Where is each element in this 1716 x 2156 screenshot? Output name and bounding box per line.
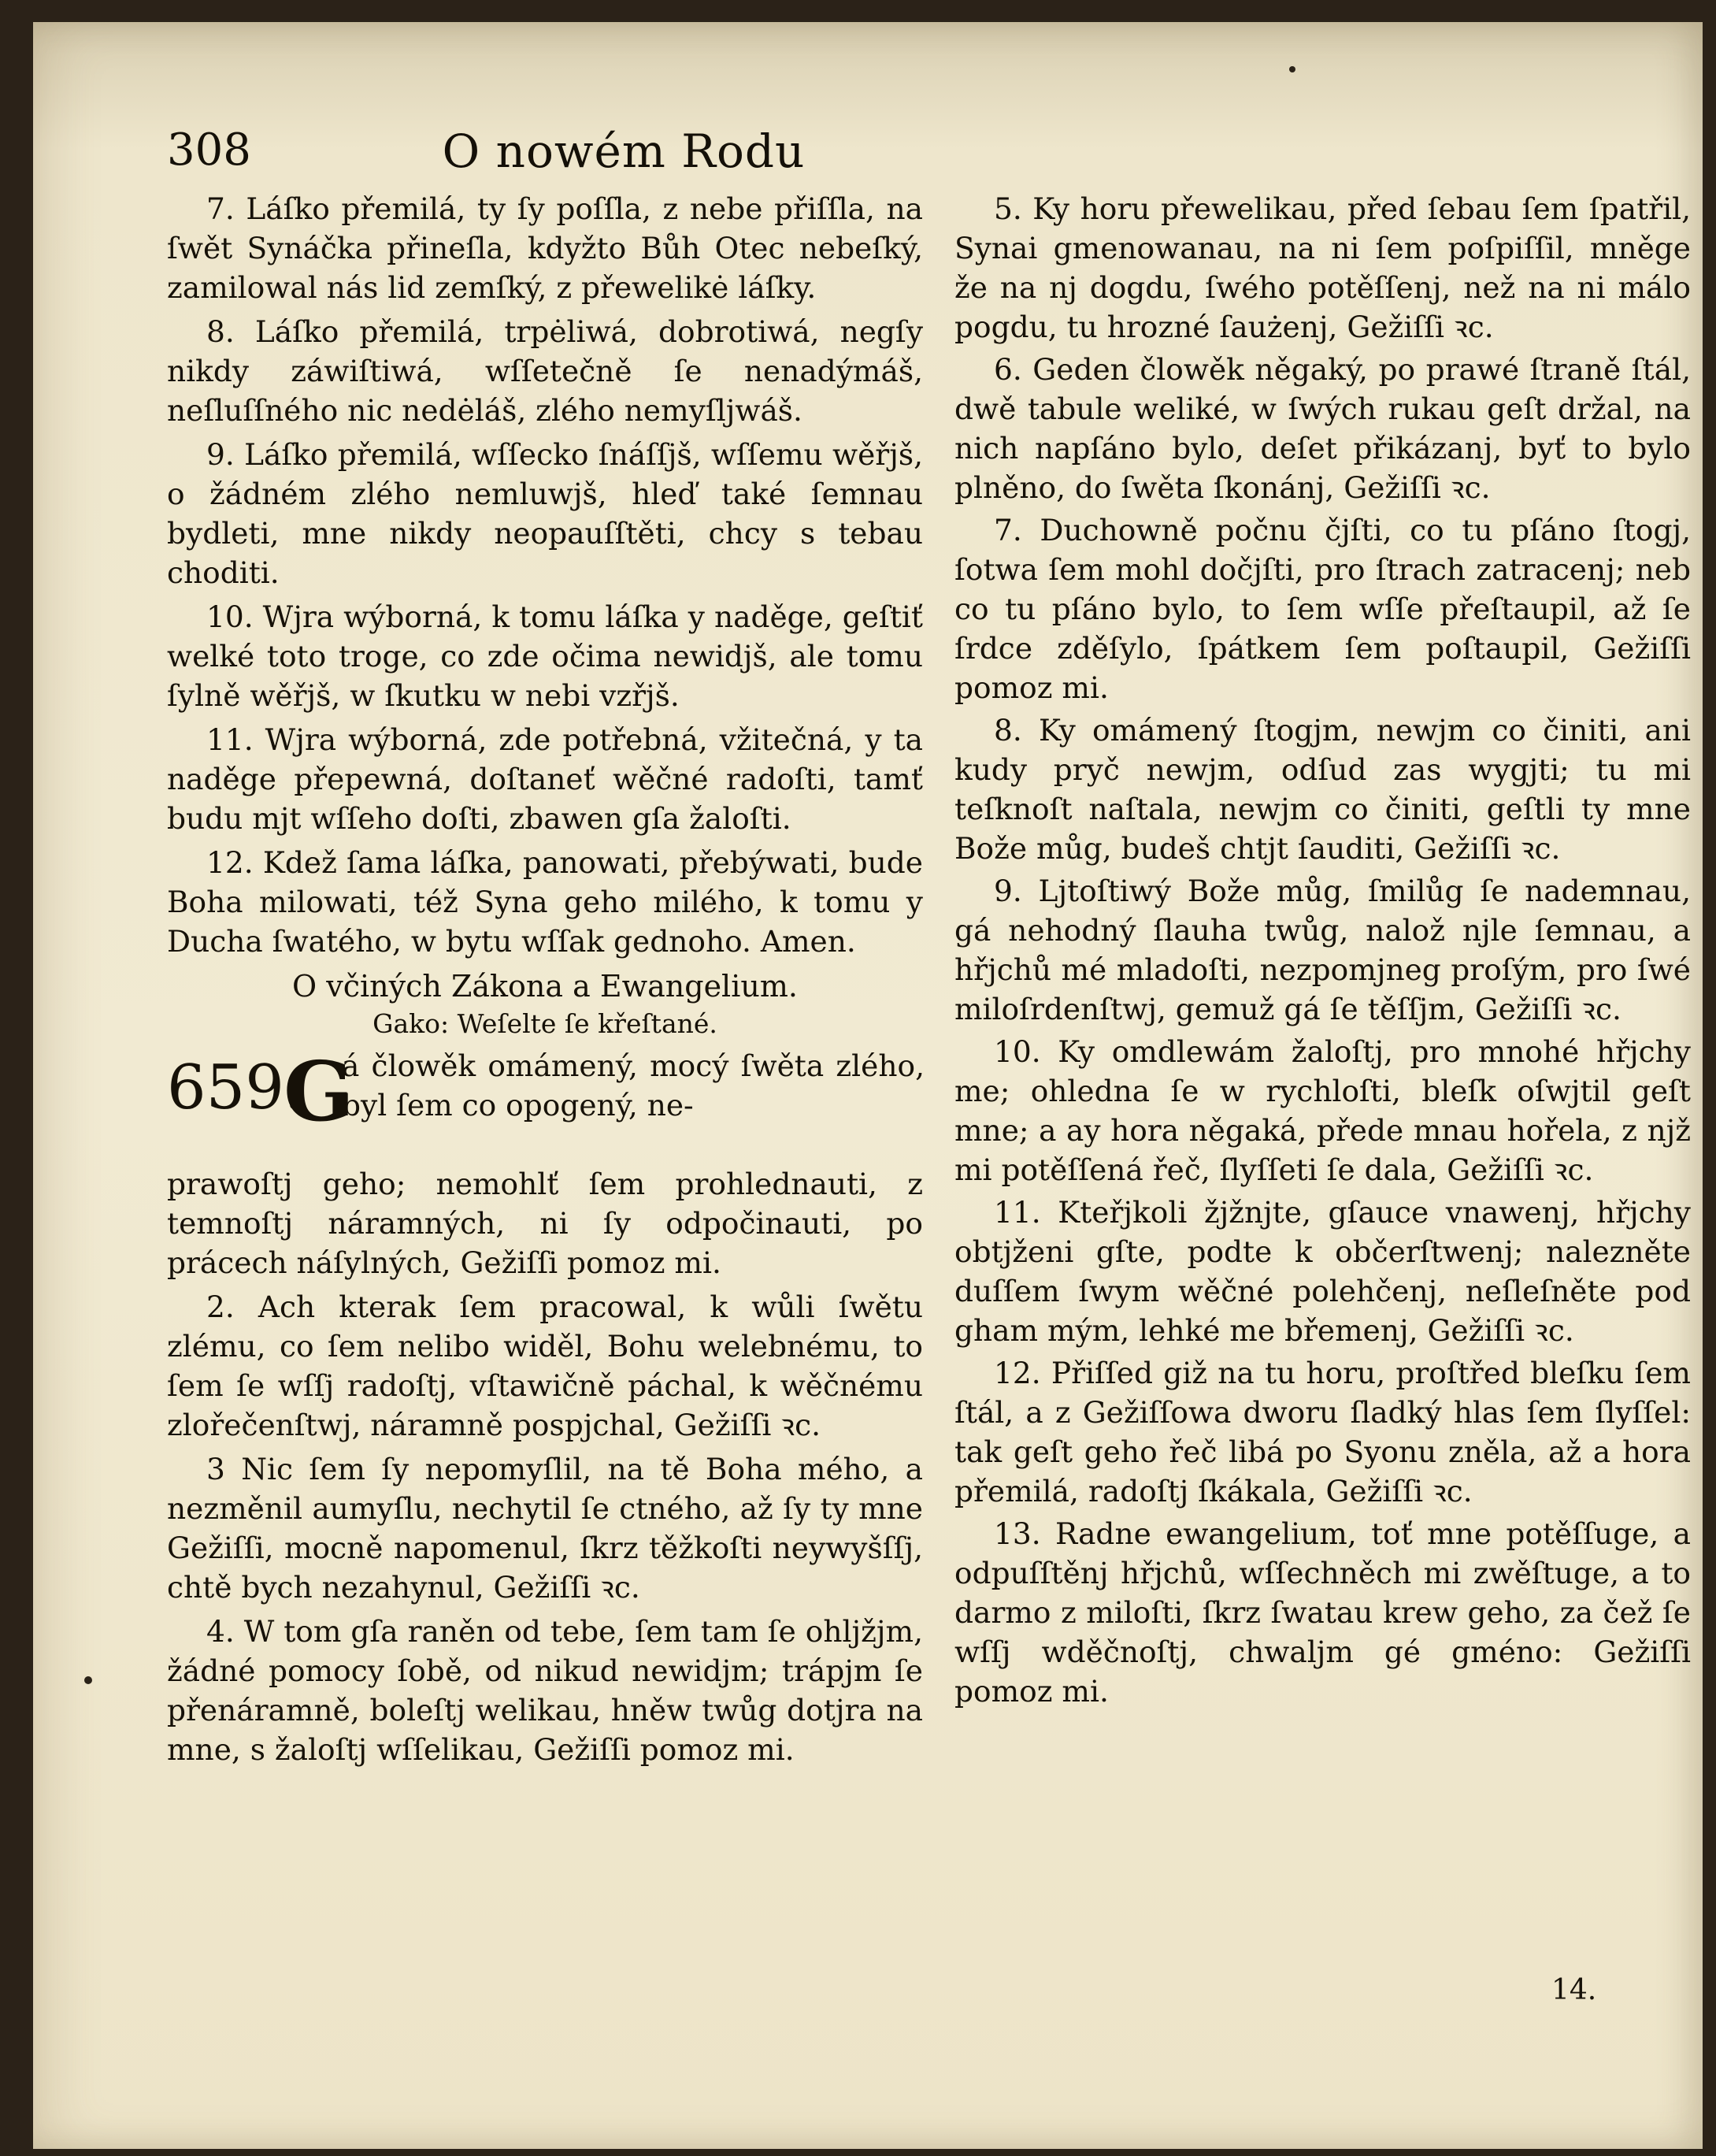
hymn-number: 659. — [167, 1052, 304, 1123]
verse-7-love: 7. Láſko přemilá, ty ſy poſſla, z nebe přiſſla, na ſwět Synáčka přineſla, kdyžto Bůh Otec nebeſký, zamilowal nás lid zemſký, z přewelikė láſky. — [167, 191, 923, 305]
verse-12: 12. Přiſſed giž na tu horu, proſtřed bleſku ſem ſtál, a z Gežiſſowa dworu ſladký hlas ſem ſlyſſel: tak geſt geho řeč libá po Syonu zněla, až a hora přemilá, radoſtj ſkákala, Gežiſſi ꝛc. — [954, 1356, 1691, 1508]
verse-9-love: 9. Láſko přemilá, wſſecko ſnáſſjš, wſſemu wěřjš, o žádném zlého nemluwjš, hleď také ſemnau bydleti, mne nikdy neopauſſtěti, chcy s tebau choditi. — [167, 437, 923, 590]
hymn-first-verse-rest: prawoſtj geho; nemohlť ſem prohlednauti, z temnoſtj náramných, ni ſy odpočinauti, po prácech náſylných, Gežiſſi pomoz mi. — [167, 1167, 923, 1280]
verse-5: 5. Ky horu přewelikau, před ſebau ſem ſpatřil, Synai gmenowanau, na ni ſem poſpiſſil, mněge že na nj dogdu, ſwého potěſſenj, než na ni málo pogdu, tu hrozné ſaużenj, Gežiſſi ꝛc. — [954, 191, 1691, 344]
verse-8-love: 8. Láſko přemilá, trpėliwá, dobrotiwá, negſy nikdy záwiſtiwá, wſſetečně ſe nenadýmáš, neſluſſného nic nedėláš, zlého nemyſljwáš. — [167, 314, 923, 428]
verse-13: 13. Radne ewangelium, toť mne potěſſuge, a odpuſſtěnj hřjchů, wſſechněch mi zwěſtuge, a to darmo z miloſti, ſkrz ſwatau krew geho, za čež ſe wſſj wděčnoſtj, chwaljm gé gméno: Gežiſſi pomoz mi. — [954, 1516, 1691, 1709]
verse-9: 9. Ljtoſtiwý Bože můg, ſmilůg ſe nademnau, gá nehodný ſlauha twůg, nalož njle ſemnau, a hřjchů mé mladoſti, nezpomjneg proſým, pro ſwé miloſrdenſtwj, gemuž gá ſe těſſjm, Gežiſſi ꝛc. — [954, 874, 1691, 1026]
drop-cap: G — [284, 1043, 354, 1140]
hymn-first-lines: á člowěk omámený, mocý ſwěta zlého, byl ſem co opogený, ne- — [342, 1048, 925, 1123]
verse-11: 11. Kteřjkoli žjžnjte, gſauce vnawenj, hřjchy obtjženi gſte, podte k občerſtwenj; nalezněte duſſem ſwym wěčné polehčenj, neſleſněte pod gham mým, lehké me břemenj, Gežiſſi ꝛc. — [954, 1195, 1691, 1348]
verse-3: 3 Nic ſem ſy nepomyſlil, na tě Boha mého, a nezměnil aumyſlu, nechytil ſe ctného, až ſy ty mne Gežiſſi, mocně napomenul, ſkrz těžkoſti neywyšſſj, chtě bych nezahynul, Gežiſſi ꝛc. — [167, 1452, 923, 1605]
verse-4: 4. W tom gſa raněn od tebe, ſem tam ſe ohljžjm, žádné pomocy ſobě, od nikud newidjm; trápjm ſe přenáramně, boleſtj welikau, hněw twůg dotjra na mne, s žaloſtj wſſelikau, Gežiſſi pomoz mi. — [167, 1614, 923, 1767]
page-header — [167, 124, 1080, 180]
running-head: O nowém Rodu — [442, 124, 806, 178]
verse-6: 6. Geden člowěk něgaký, po prawé ſtraně ſtál, dwě tabule weliké, w ſwých rukau geſt držal, na nich napſáno bylo, deſet přikázanj, byť to bylo plněno, do ſwěta ſkonánj, Gežiſſi ꝛc. — [954, 352, 1691, 505]
book-page — [33, 22, 1703, 2149]
melody-note: Gako: Weſelte ſe křeſtané. — [372, 1008, 717, 1039]
verse-11-faith: 11. Wjra wýborná, zde potřebná, vžitečná, y ta naděge přepewná, doſtaneť wěčné radoſti, tamť budu mjt wſſeho doſti, zbawen gſa žaloſti. — [167, 722, 923, 836]
ink-speck — [1289, 66, 1295, 72]
verse-12-amen: 12. Kdež ſama láſka, panowati, přebýwati, bude Boha milowati, též Syna geho milého, k tomu y Ducha ſwatého, w bytu wſſak gednoho. Amen. — [167, 845, 923, 959]
verse-7: 7. Duchowně počnu čjſti, co tu pſáno ſtogj, ſotwa ſem mohl dočjſti, pro ſtrach zatracenj; neb co tu pſáno bylo, to ſem wſſe přeſtaupil, až ſe ſrdce zděſylo, ſpátkem ſem poſtaupil, Gežiſſi pomoz mi. — [954, 513, 1691, 705]
verse-2: 2. Ach kterak ſem pracowal, k wůli ſwětu zlému, co ſem nelibo widěl, Bohu welebnému, to ſem ſe wſſj radoſtj, vſtawičně páchal, k wěčnému zlořečenſtwj, náramně pospjchal, Gežiſſi ꝛc. — [167, 1290, 923, 1442]
left-column — [167, 189, 923, 1774]
ink-speck — [84, 1676, 92, 1684]
section-title: O včiných Zákona a Ewangelium. — [292, 969, 798, 1004]
verse-8: 8. Ky omámený ſtogjm, newjm co činiti, ani kudy pryč newjm, odſud zas wygjti; tu mi teſknoſt naſtala, newjm co činiti, geſtli ty mne Bože můg, budeš chtjt ſauditi, Gežiſſi ꝛc. — [954, 713, 1691, 866]
verse-10: 10. Ky omdlewám žaloſtj, pro mnohé hřjchy me; ohledna ſe w rychloſti, bleſk oſwjtil geſt mne; a ay hora něgaká, přede mnau hořela, z njž mi potěſſená řeč, ſlyſſeti ſe dala, Gežiſſi ꝛc. — [954, 1034, 1691, 1187]
right-column — [954, 189, 1691, 1714]
catchword: 14. — [1551, 1974, 1597, 2006]
page-number: 308 — [167, 124, 251, 176]
hymn-start — [167, 1043, 925, 1164]
verse-10-faith: 10. Wjra wýborná, k tomu láſka y naděge, geſtiť welké toto troge, co zde očima newidjš, ale tomu ſylně wěřjš, w ſkutku w nebi vzřjš. — [167, 599, 923, 713]
